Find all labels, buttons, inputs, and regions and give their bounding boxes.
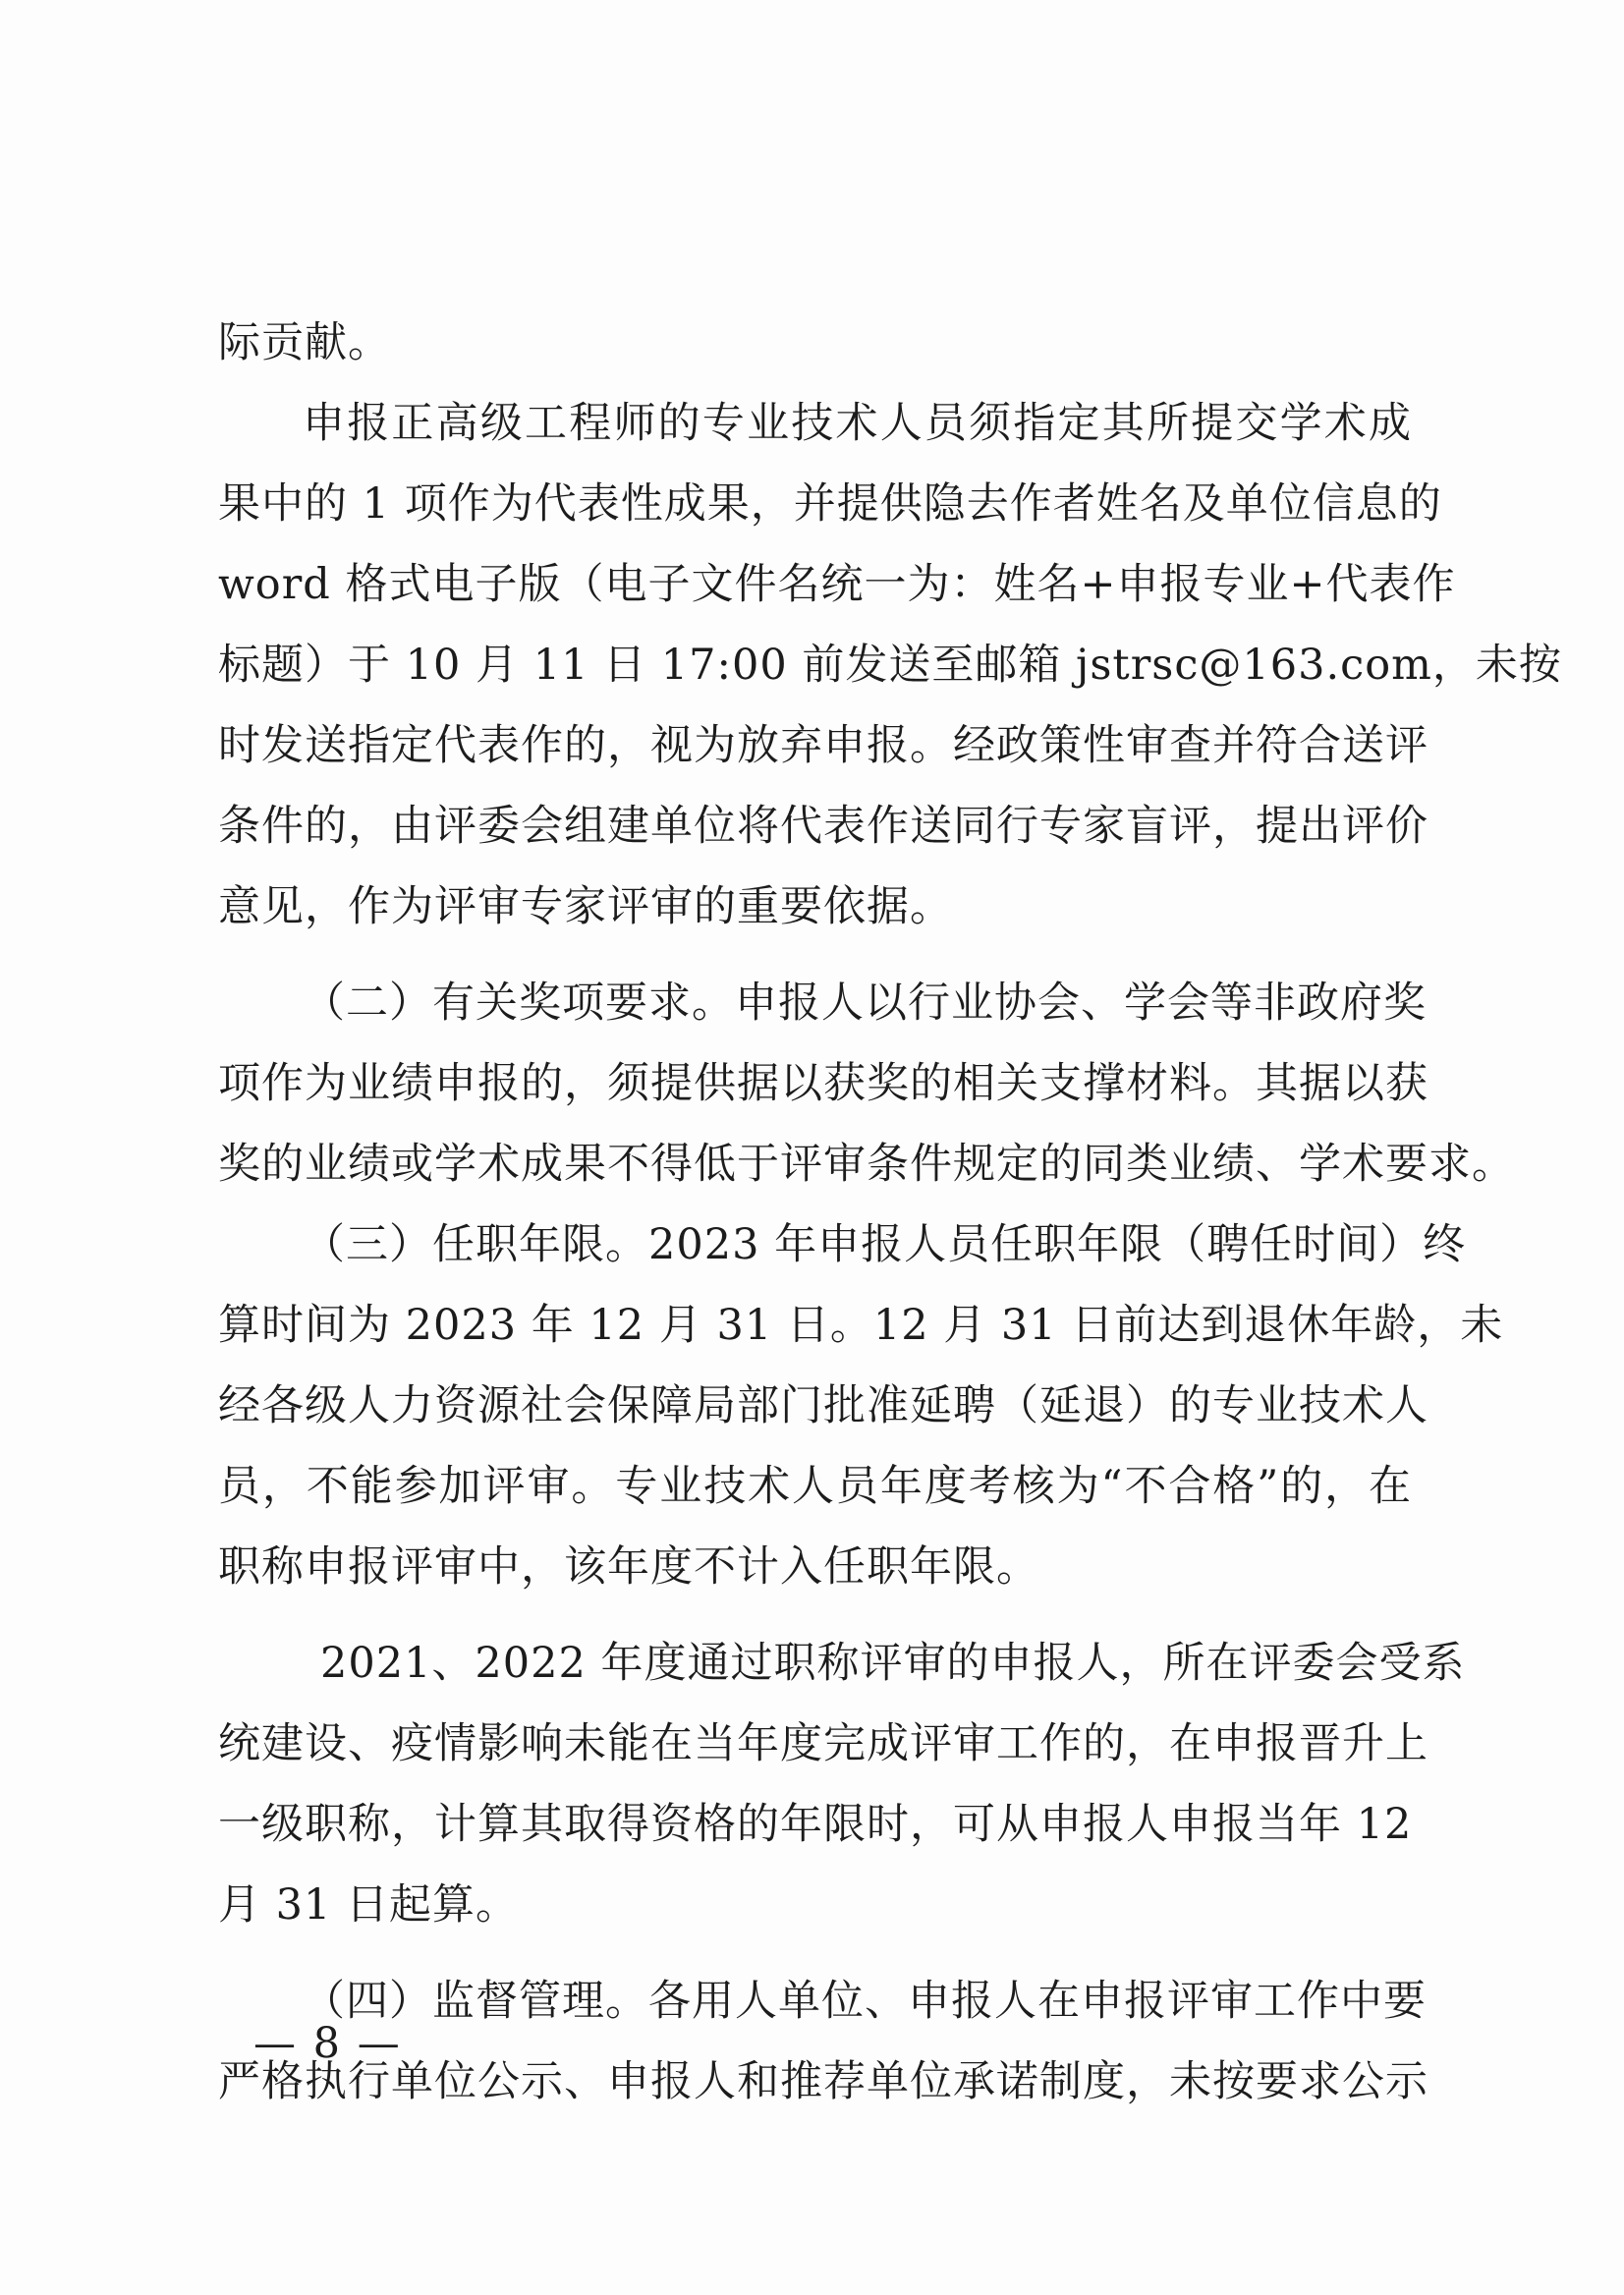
text-line: 统建设、疫情影响未能在当年度完成评审工作的，在申报晋升上 [218, 1719, 1428, 1768]
text-line: 算时间为 2023 年 12 月 31 日。12 月 31 日前达到退休年龄，未 [218, 1301, 1504, 1350]
text-line: 职称申报评审中，该年度不计入任职年限。 [218, 1542, 1039, 1592]
text-line: 果中的 1 项作为代表性成果，并提供隐去作者姓名及单位信息的 [218, 479, 1442, 529]
text-line: 际贡献。 [218, 318, 391, 367]
text-line: 申报正高级工程师的专业技术人员须指定其所提交学术成 [303, 399, 1412, 448]
text-line: word 格式电子版（电子文件名统一为：姓名+申报专业+代表作 [218, 560, 1456, 609]
text-line: （二）有关奖项要求。申报人以行业协会、学会等非政府奖 [303, 979, 1427, 1028]
text-line: （四）监督管理。各用人单位、申报人在申报评审工作中要 [303, 1977, 1427, 2026]
document-body [218, 303, 1562, 2122]
text-line: 项作为业绩申报的，须提供据以获奖的相关支撑材料。其据以获 [218, 1059, 1428, 1108]
text-line: 严格执行单位公示、申报人和推荐单位承诺制度，未按要求公示 [218, 2057, 1428, 2106]
text-line: 条件的，由评委会组建单位将代表作送同行专家盲评，提出评价 [218, 802, 1428, 851]
text-line: 员，不能参加评审。专业技术人员年度考核为“不合格”的，在 [218, 1462, 1412, 1511]
page-number: — 8 — [253, 2019, 402, 2068]
text-line: 2021、2022 年度通过职称评审的申报人，所在评委会受系 [320, 1639, 1466, 1688]
text-line: 经各级人力资源社会保障局部门批准延聘（延退）的专业技术人 [218, 1381, 1428, 1430]
text-line: 标题）于 10 月 11 日 17:00 前发送至邮箱 jstrsc@163.com，未按 [218, 641, 1562, 690]
text-line: 时发送指定代表作的，视为放弃申报。经政策性审查并符合送评 [218, 721, 1428, 770]
text-line: 奖的业绩或学术成果不得低于评审条件规定的同类业绩、学术要求。 [218, 1140, 1515, 1189]
text-line: 一级职称，计算其取得资格的年限时，可从申报人申报当年 12 [218, 1800, 1413, 1849]
text-line: （三）任职年限。2023 年申报人员任职年限（聘任时间）终 [303, 1220, 1467, 1269]
text-line: 月 31 日起算。 [218, 1880, 520, 1930]
text-line: 意见，作为评审专家评审的重要依据。 [218, 882, 953, 931]
